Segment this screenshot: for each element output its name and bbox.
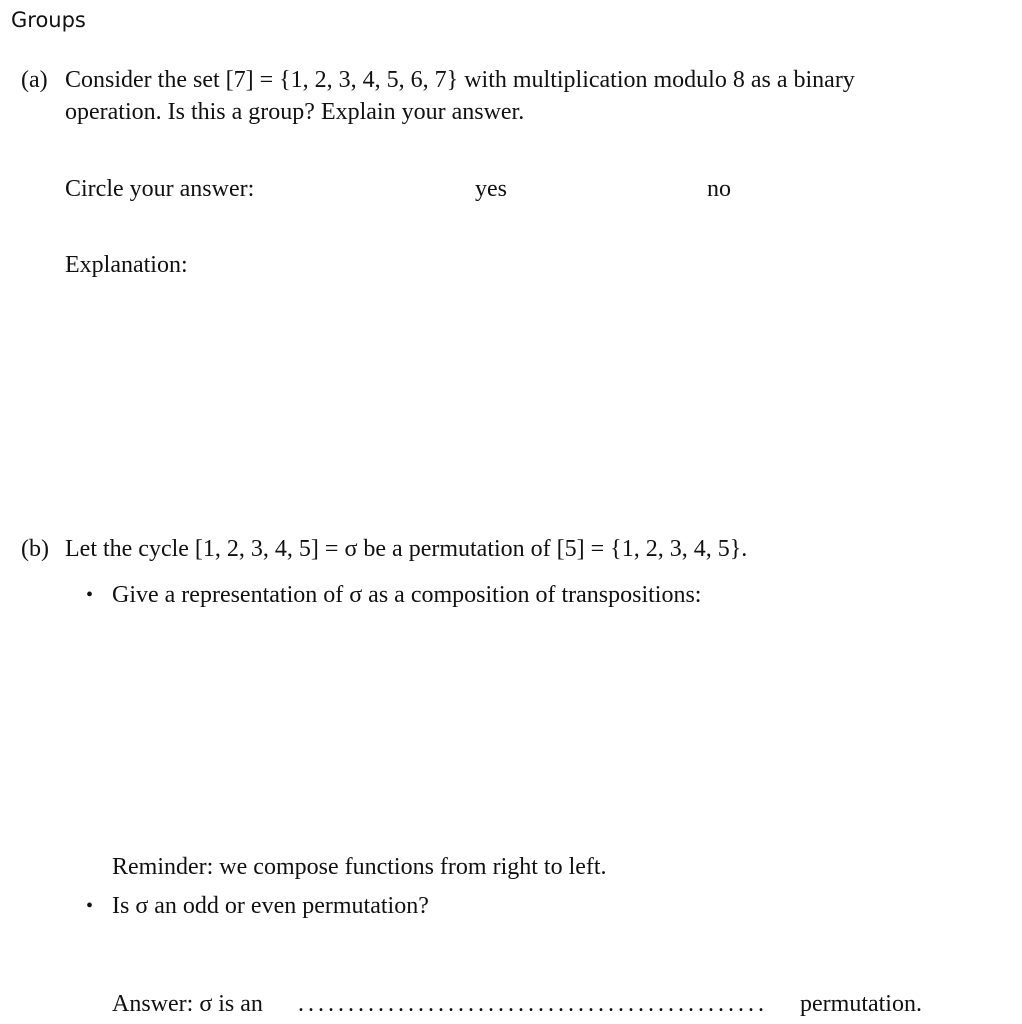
part-a-question-line1: Consider the set [7] = {1, 2, 3, 4, 5, 6, 7} with multiplication modulo 8 as a binary	[65, 67, 855, 93]
answer-prefix: Answer: σ is an	[112, 991, 263, 1017]
part-a-question-line2: operation. Is this a group? Explain your answer.	[65, 99, 525, 125]
part-a-label: (a)	[21, 67, 48, 93]
bullet-marker: •	[86, 584, 94, 606]
section-title: Groups	[11, 8, 86, 32]
answer-suffix: permutation.	[800, 991, 922, 1017]
part-b-intro: Let the cycle [1, 2, 3, 4, 5] = σ be a permutation of [5] = {1, 2, 3, 4, 5}.	[65, 536, 748, 562]
circle-answer-prompt: Circle your answer:	[65, 176, 255, 202]
answer-option-yes[interactable]: yes	[475, 176, 507, 202]
bullet-parity: Is σ an odd or even permutation?	[112, 893, 429, 919]
explanation-label: Explanation:	[65, 252, 188, 278]
bullet-transpositions: Give a representation of σ as a composition of transpositions:	[112, 582, 702, 608]
bullet-marker: •	[86, 895, 94, 917]
answer-blank-line[interactable]: ...............................................	[298, 991, 768, 1017]
answer-option-no[interactable]: no	[707, 176, 731, 202]
part-b-label: (b)	[21, 536, 49, 562]
reminder-note: Reminder: we compose functions from right to left.	[112, 854, 607, 880]
